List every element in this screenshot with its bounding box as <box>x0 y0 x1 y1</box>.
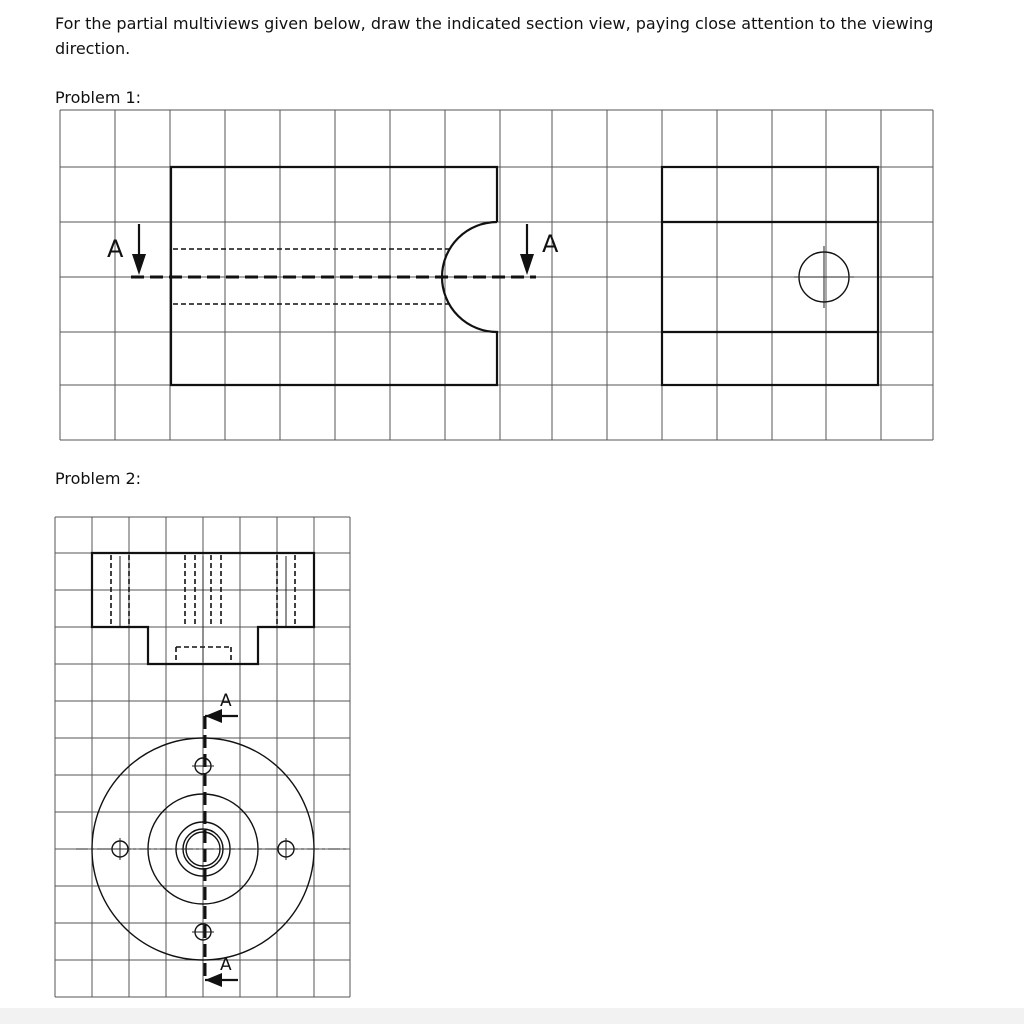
side-view-outline <box>662 167 878 385</box>
section-letter-left: A <box>107 235 124 263</box>
problem-1-grid <box>60 110 933 440</box>
section-arrow-bottom <box>205 973 222 987</box>
section-letter-bottom: A <box>220 955 232 975</box>
section-arrow-right <box>520 254 534 275</box>
instructions-text: For the partial multiviews given below, draw the indicated section view, paying close attention to the viewing direction. <box>55 14 934 58</box>
section-arrow-left <box>132 254 146 275</box>
problem-1-label: Problem 1: <box>55 88 142 107</box>
section-letter-right: A <box>542 230 559 258</box>
section-letter-top: A <box>220 691 232 711</box>
page-bottom-strip <box>0 1008 1024 1024</box>
section-arrow-top <box>205 709 222 723</box>
problem-2-label: Problem 2: <box>55 469 142 488</box>
